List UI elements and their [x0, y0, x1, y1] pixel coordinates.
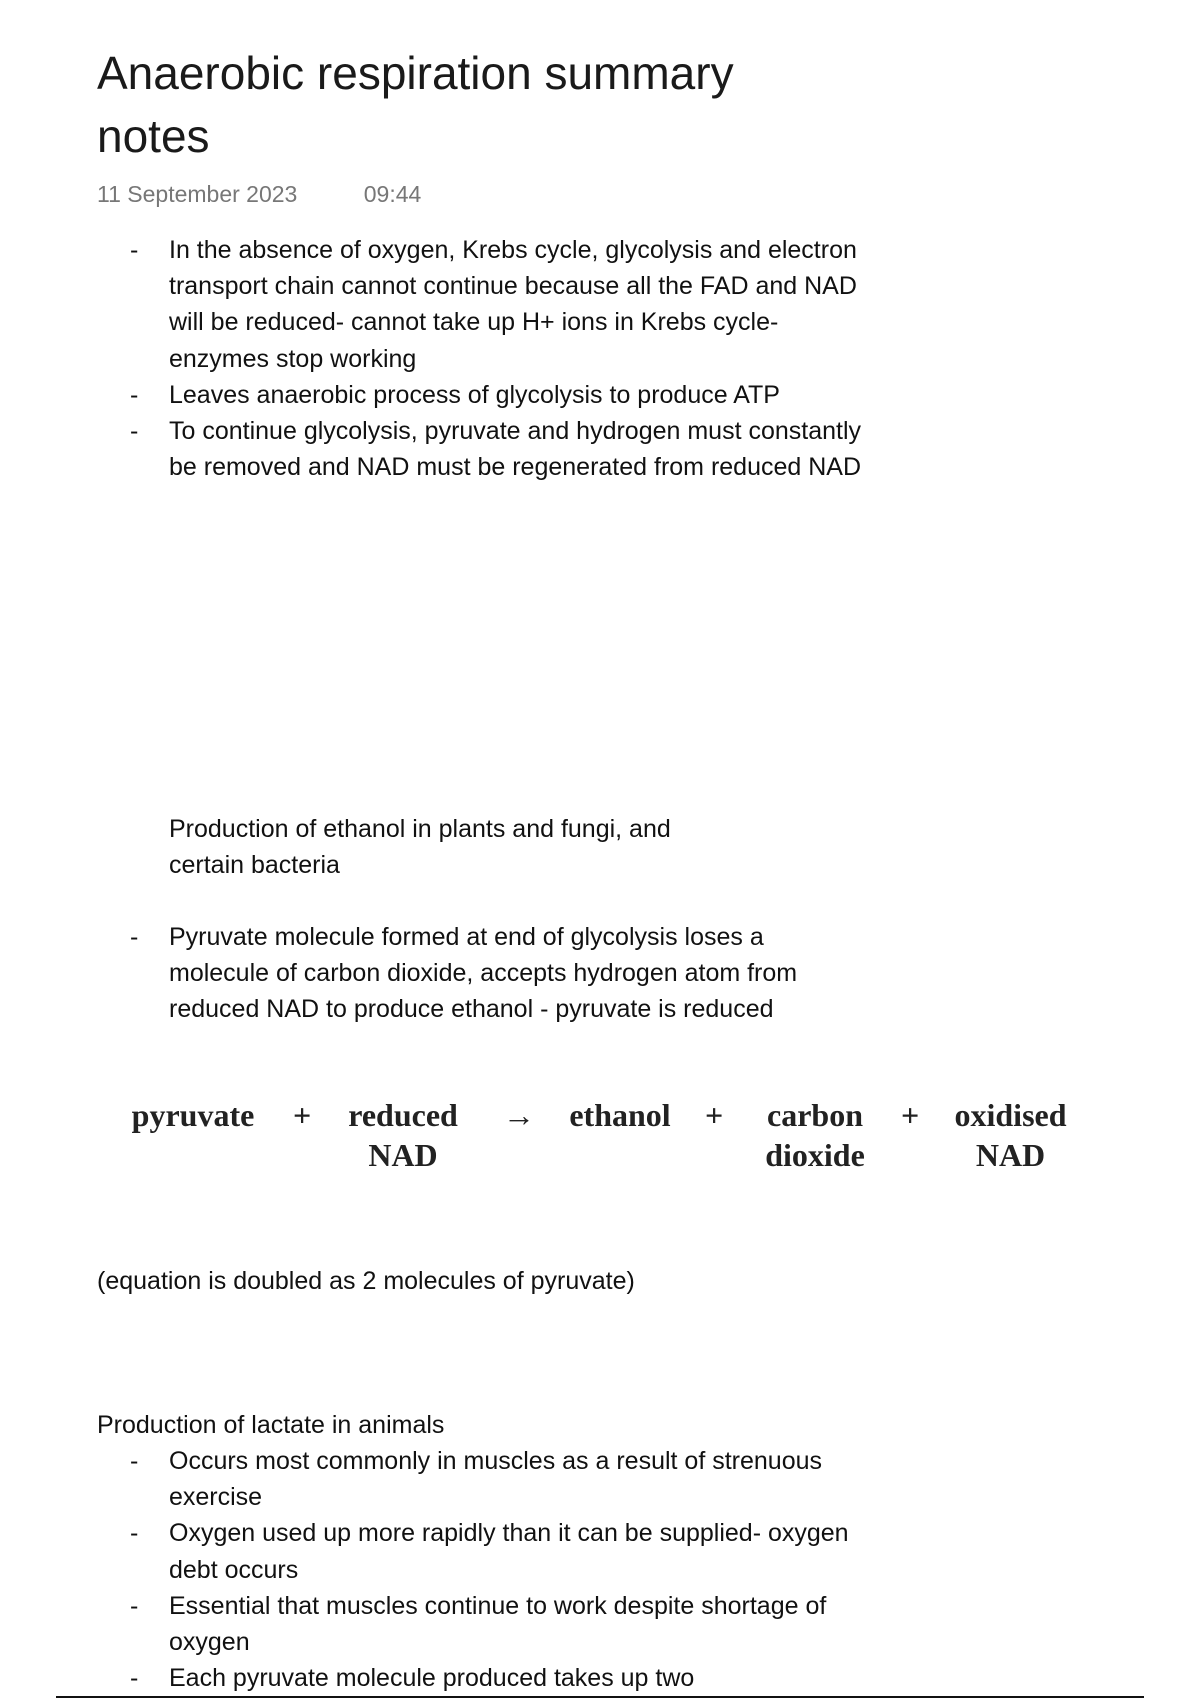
list-item: - Each pyruvate molecule produced takes up two: [97, 1660, 869, 1696]
equation-term-oxidised-nad: [943, 1095, 1078, 1175]
list-item: - To continue glycolysis, pyruvate and hydrogen must constantly be removed and NAD must be regenerated from reduced NAD: [97, 413, 869, 485]
list-item: - Oxygen used up more rapidly than it can be supplied- oxygen debt occurs: [97, 1515, 869, 1587]
list-item: - Pyruvate molecule formed at end of glycolysis loses a molecule of carbon dioxide, accepts hydrogen atom from reduced NAD to produce ethanol - pyruvate is reduced: [97, 919, 869, 1028]
intro-bullet-list: [97, 232, 869, 485]
equation-note: (equation is doubled as 2 molecules of pyruvate): [97, 1267, 635, 1295]
equation-term-text: ethanol: [569, 1097, 671, 1133]
equation-term-pyruvate: [118, 1095, 268, 1135]
equation-term-text: NAD: [368, 1137, 438, 1173]
lactate-bullet-list: [97, 1443, 869, 1696]
list-item: - In the absence of oxygen, Krebs cycle, glycolysis and electron transport chain cannot continue because all the FAD and NAD will be reduced- cannot take up H+ ions in Krebs cycle- enzymes stop working: [97, 232, 869, 377]
equation-term-text: dioxide: [765, 1137, 865, 1173]
page-time: 09:44: [363, 181, 422, 207]
intro-section: [97, 232, 869, 485]
equation-plus: +: [901, 1097, 920, 1133]
equation-plus: +: [293, 1097, 312, 1133]
page-bottom-divider: [56, 1696, 1144, 1698]
equation-arrow: →: [503, 1097, 535, 1133]
ethanol-section: [97, 919, 869, 1028]
equation-term-reduced-nad: [333, 1095, 473, 1175]
list-item: - Occurs most commonly in muscles as a result of strenuous exercise: [97, 1443, 869, 1515]
equation-term-text: oxidised: [954, 1097, 1067, 1133]
equation-term-text: reduced: [348, 1097, 458, 1133]
page-title: Anaerobic respiration summary notes: [97, 47, 734, 162]
ethanol-section-heading: Production of ethanol in plants and fungi, and certain bacteria: [169, 815, 671, 880]
lactate-section-heading: Production of lactate in animals: [97, 1411, 445, 1439]
lactate-section: [97, 1443, 869, 1696]
list-item: - Essential that muscles continue to work despite shortage of oxygen: [97, 1588, 869, 1660]
equation-term-ethanol: [555, 1095, 685, 1135]
ethanol-bullet-list: [97, 919, 869, 1028]
equation-term-text: carbon: [767, 1097, 863, 1133]
equation-plus: +: [705, 1097, 724, 1133]
equation-term-text: pyruvate: [131, 1097, 255, 1133]
page-metadata: [97, 181, 421, 208]
list-item: - Leaves anaerobic process of glycolysis to produce ATP: [97, 377, 869, 413]
page-date: 11 September 2023: [97, 181, 298, 207]
equation-term-carbon-dioxide: [750, 1095, 880, 1175]
equation-term-text: NAD: [975, 1137, 1046, 1173]
